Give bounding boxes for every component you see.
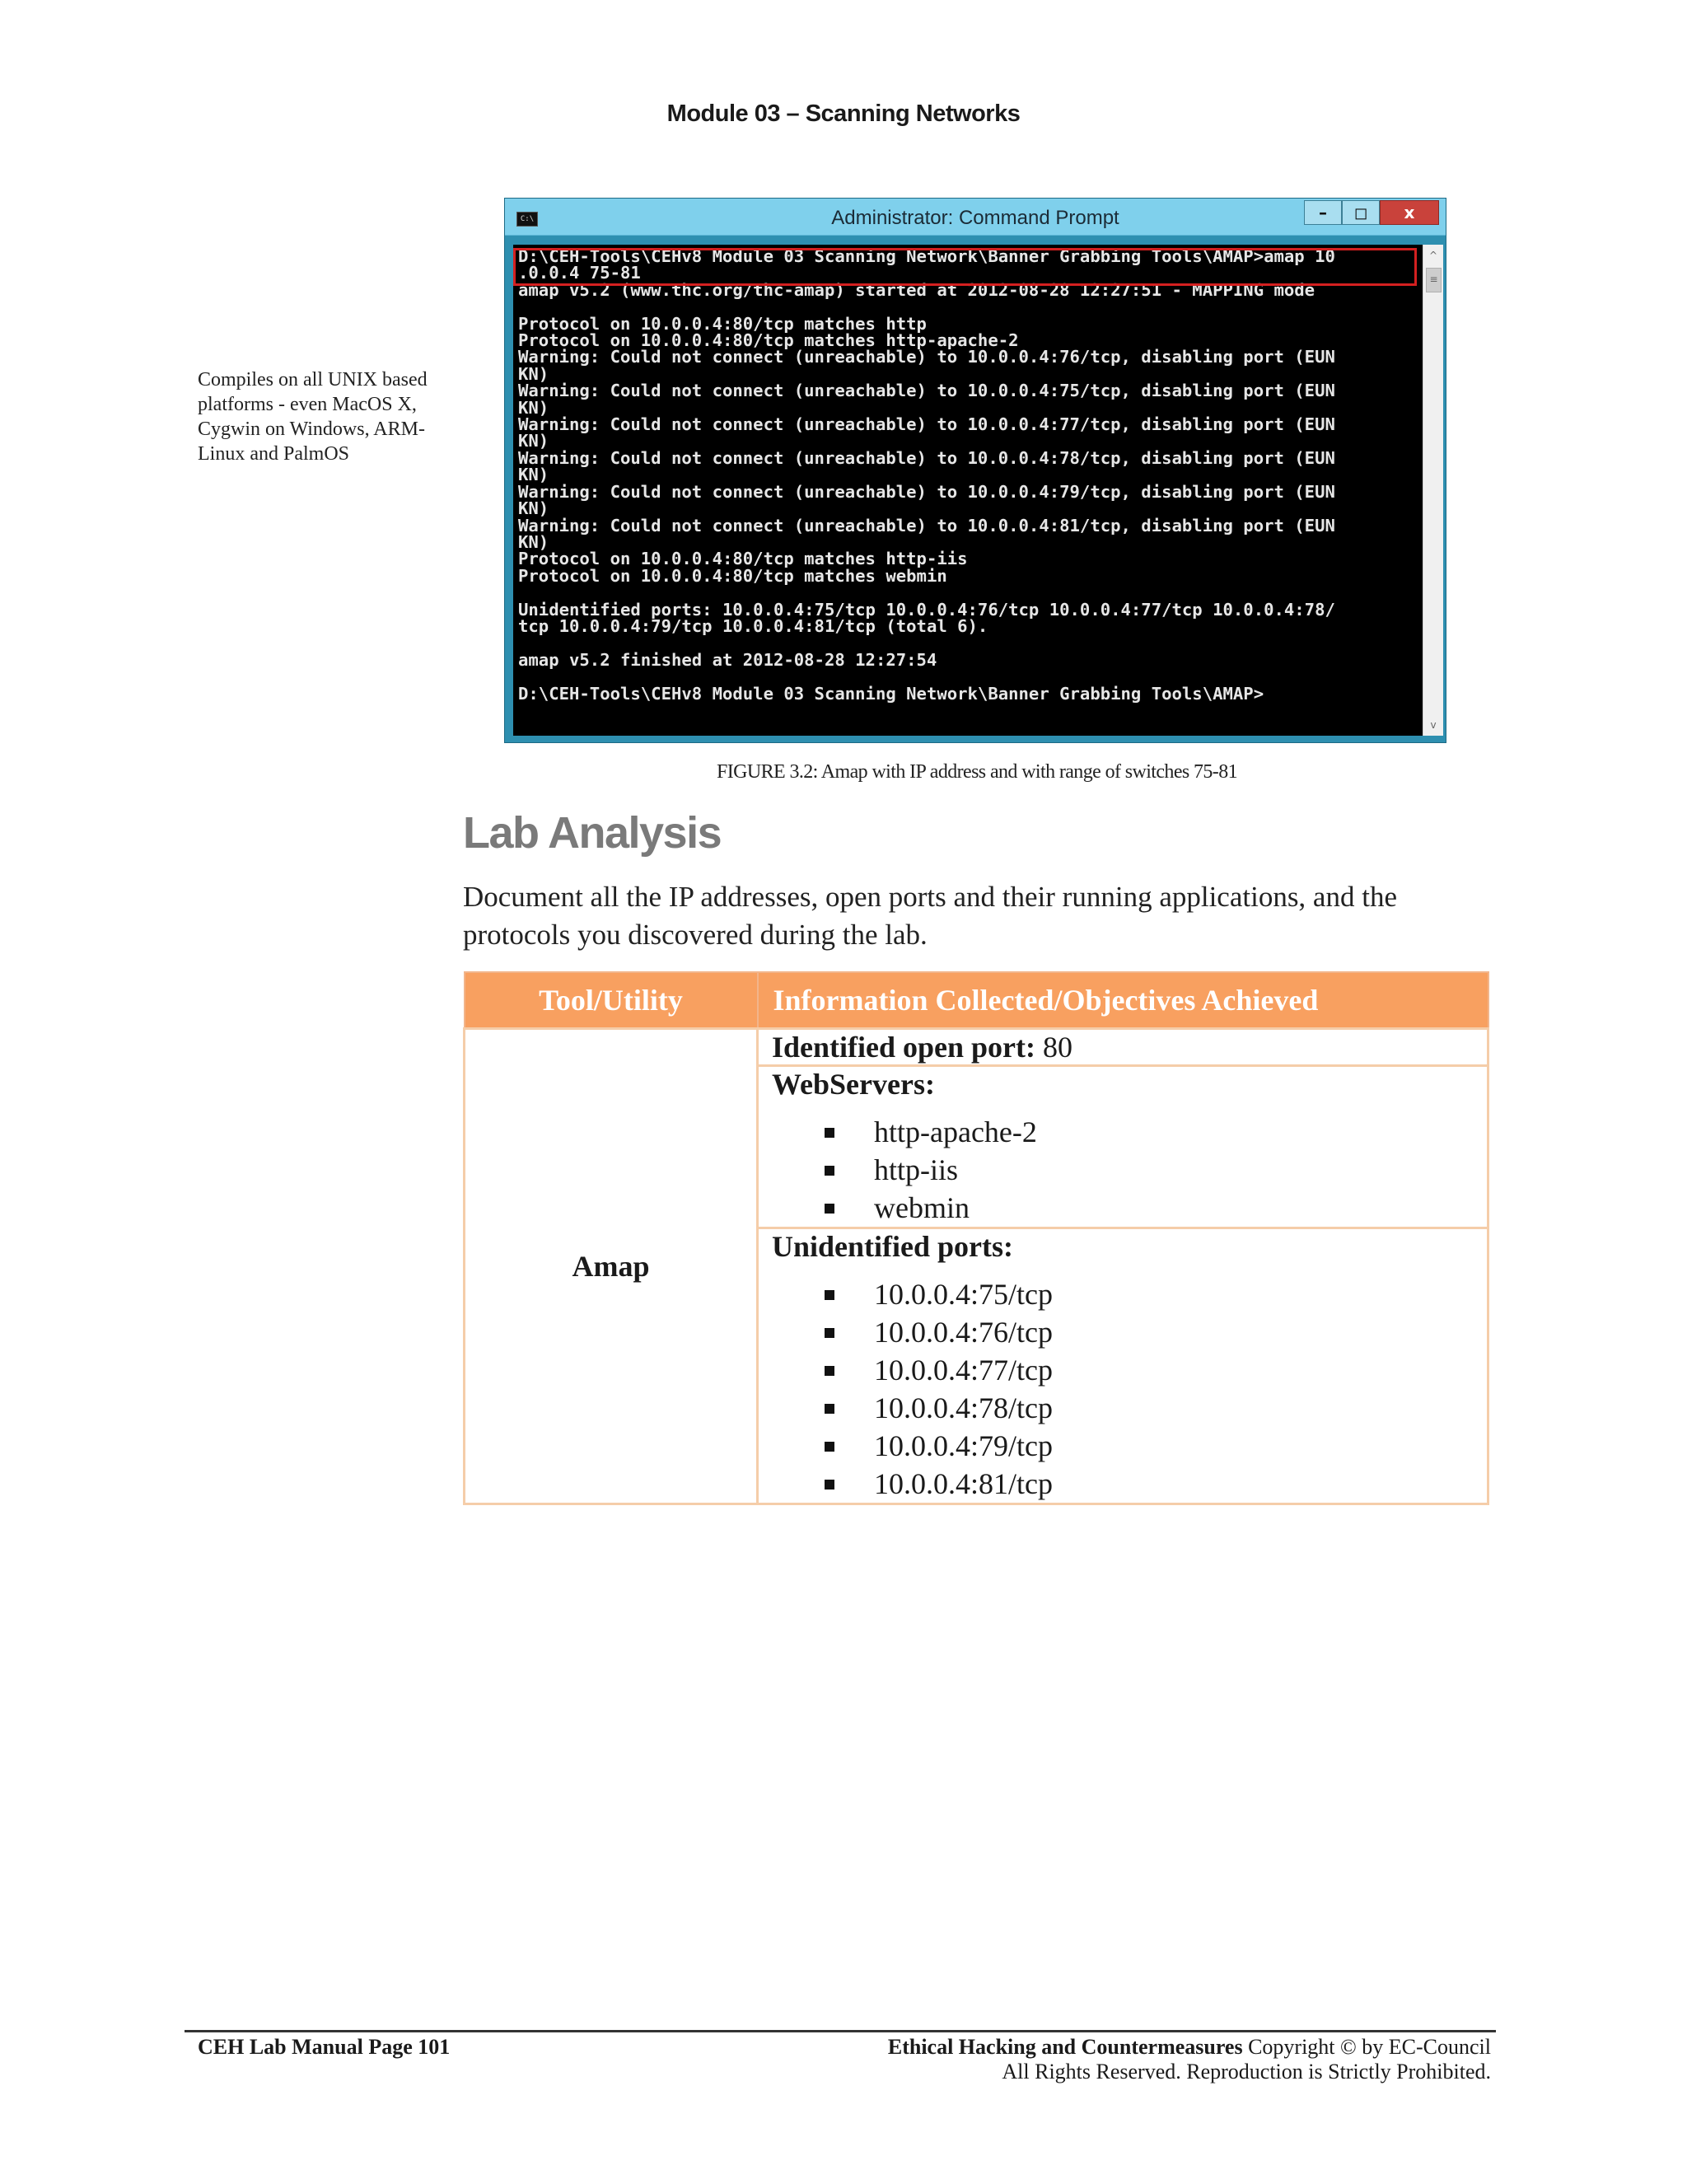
scroll-up-icon[interactable]: ^ [1428,250,1438,261]
list-item: http-apache-2 [825,1113,1474,1151]
webservers-list [772,1113,1474,1227]
window-controls [1304,200,1439,225]
open-port-value: 80 [1043,1031,1073,1064]
maximize-icon[interactable]: ◻ [1342,200,1380,225]
column-header-tool: Tool/Utility [465,972,758,1029]
unidentified-ports-label: Unidentified ports: [772,1230,1014,1263]
unidentified-ports-cell [758,1228,1488,1504]
section-title: Lab Analysis [463,808,722,858]
tool-cell: Amap [465,1029,758,1504]
footer-course-title: Ethical Hacking and Countermeasures [887,2035,1243,2059]
footer-divider [185,2030,1496,2032]
cmd-app-icon[interactable]: C:\ [516,212,538,227]
window-title: Administrator: Command Prompt [831,207,1119,229]
margin-note: Compiles on all UNIX based platforms - even MacOS X, Cygwin on Windows, ARM-Linux and PalmOS [198,369,428,465]
webservers-label: WebServers: [772,1068,935,1101]
footer-copyright [888,2035,1491,2084]
list-item: http-iis [825,1151,1474,1189]
figure-caption: FIGURE 3.2: Amap with IP address and with range of switches 75-81 [716,761,1238,783]
footer-rights-text: All Rights Reserved. Reproduction is Strictly Prohibited. [1002,2060,1491,2083]
list-item: 10.0.0.4:75/tcp [825,1275,1474,1313]
list-item: 10.0.0.4:81/tcp [825,1465,1474,1503]
list-item: 10.0.0.4:77/tcp [825,1351,1474,1389]
footer-page-label: CEH Lab Manual Page 101 [198,2035,451,2059]
open-port-label: Identified open port: [772,1031,1036,1064]
unidentified-ports-list [772,1275,1474,1503]
page-header: Module 03 – Scanning Networks [666,101,1021,127]
webservers-cell [758,1066,1488,1228]
scroll-down-icon[interactable]: v [1430,719,1437,731]
command-prompt-window [504,198,1446,743]
close-icon[interactable]: x [1380,200,1439,225]
list-item: 10.0.0.4:78/tcp [825,1389,1474,1427]
list-item: webmin [825,1189,1474,1227]
table-header-row [465,972,1488,1029]
vertical-scrollbar[interactable] [1423,245,1443,736]
column-header-info: Information Collected/Objectives Achieved [758,972,1488,1029]
footer-copyright-text: Copyright © by EC-Council [1242,2035,1491,2059]
open-port-cell [758,1029,1488,1066]
lab-analysis-table [463,971,1489,1505]
console-output[interactable] [513,245,1423,736]
scroll-thumb[interactable]: ≡ [1426,268,1442,292]
table-row [465,1029,1488,1066]
list-item: 10.0.0.4:76/tcp [825,1313,1474,1351]
section-intro: Document all the IP addresses, open ports and their running applications, and the protocols you discovered during the lab. [463,881,1397,951]
list-item: 10.0.0.4:79/tcp [825,1427,1474,1465]
window-titlebar[interactable] [505,199,1446,236]
command-highlight-box [513,248,1417,286]
minimize-icon[interactable]: – [1304,200,1342,225]
console-text: D:\CEH-Tools\CEHv8 Module 03 Scanning Network\Banner Grabbing Tools\AMAP>amap 10 .0.0.4 75-81 amap v5.2 (www.thc.org/thc-amap) started at 2012-08-28 12:27:51 - MAPPING mode Protocol on 10.0.0.4:80/tcp matches http Protocol on 10.0.0.4:80/tcp matches http-apache-2 Warning: Could not connect (unreachable) to 10.0.0.4:76/tcp, disabling port (EUN KN) Warning: Could not connect (unreachable) to 10.0.0.4:75/tcp, disabling port (EUN KN) Warning: Could not connect (unreachable) to 10.0.0.4:77/tcp, disabling port (EUN KN) Warning: Could not connect (unreachable) to 10.0.0.4:78/tcp, disabling port (EUN KN) Warning: Could not connect (unreachable) to 10.0.0.4:79/tcp, disabling port (EUN KN) Warning: Could not connect (unreachable) to 10.0.0.4:81/tcp, disabling port (EUN KN) Protocol on 10.0.0.4:80/tcp matches http-iis Protocol on 10.0.0.4:80/tcp matches webmin Unidentified ports: 10.0.0.4:75/tcp 10.0.0.4:76/tcp 10.0.0.4:77/tcp 10.0.0.4:78/ tcp 10.0.0.4:79/tcp 10.0.0.4:81/tcp (total 6). amap v5.2 finished at 2012-08-28 12:27:54 D:\CEH-Tools\CEHv8 Module 03 Scanning Network\Banner Grabbing Tools\AMAP> [518,246,1335,704]
